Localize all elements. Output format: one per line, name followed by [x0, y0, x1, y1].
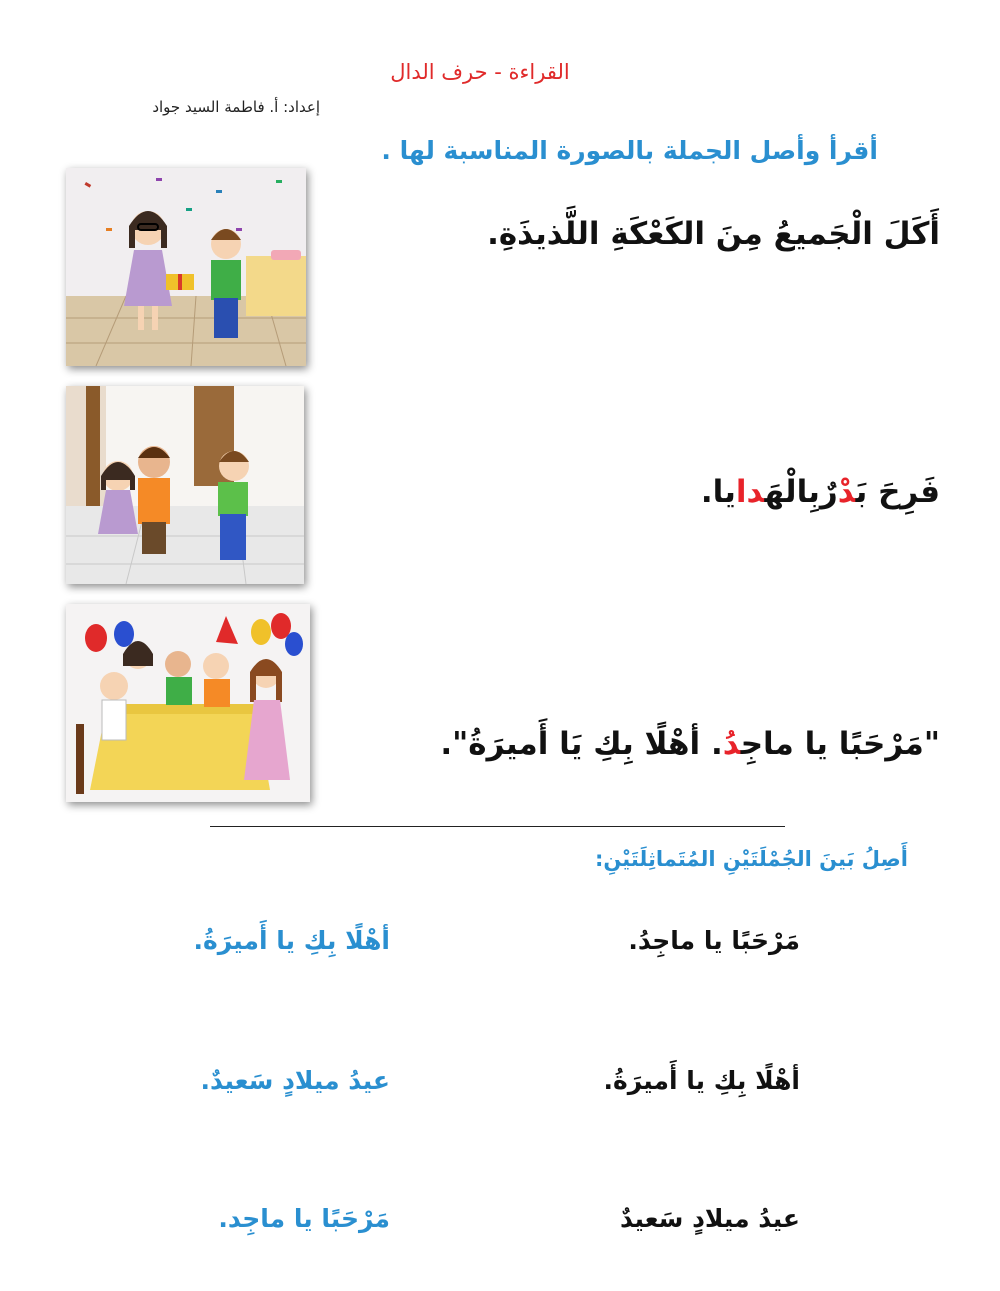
- sentence-2-part: يا.: [700, 474, 736, 510]
- section-divider: [210, 826, 785, 827]
- match-left-item-3[interactable]: مَرْحَبًا يا ماجِد.: [218, 1204, 390, 1233]
- children-greeting-illustration: [66, 386, 304, 584]
- sentence-2-highlight: دْ: [837, 474, 856, 510]
- birthday-party-image[interactable]: [66, 604, 310, 802]
- match-left-item-2[interactable]: عيدُ ميلادٍ سَعيدٌ.: [200, 1066, 390, 1095]
- match-right-item-1[interactable]: مَرْحَبًا يا ماجِدُ.: [628, 926, 800, 955]
- children-greeting-image[interactable]: [66, 386, 304, 584]
- exercise1-instruction: أقرأ وأصل الجملة بالصورة المناسبة لها .: [381, 136, 878, 165]
- sentence-3-part: . أهْلًا بِكِ يَا أَميرَةُ".: [440, 726, 723, 762]
- match-right-item-2[interactable]: أهْلًا بِكِ يا أَميرَةُ.: [603, 1066, 800, 1095]
- sentence-3-highlight: دُ: [722, 726, 741, 762]
- gift-exchange-illustration: [66, 168, 306, 366]
- sentence-1-text: أَكَلَ الْجَميعُ مِنَ الكَعْكَةِ اللَّذيذَةِ.: [487, 216, 940, 252]
- match-right-item-3[interactable]: عيدُ ميلادٍ سَعيدٌ: [620, 1204, 800, 1233]
- page-title: القراءة - حرف الدال: [390, 60, 570, 84]
- sentence-2-part: رٌ: [819, 474, 838, 510]
- sentence-1: [487, 216, 940, 252]
- sentence-2-highlight: دا: [735, 474, 765, 510]
- sentence-2-part: بِالْهَ: [764, 474, 820, 510]
- author-credit: إعداد: أ. فاطمة السيد جواد: [152, 98, 320, 116]
- sentence-2-part: فَرِحَ بَ: [855, 474, 940, 510]
- exercise2-instruction: أَصِلُ بَينَ الجُمْلَتَيْنِ المُتَماثِلَتَيْنِ:: [594, 847, 908, 871]
- sentence-2: [701, 474, 940, 510]
- sentence-3-part: "مَرْحَبًا يا ماجِ: [740, 726, 940, 762]
- gift-exchange-image[interactable]: [66, 168, 306, 366]
- match-left-item-1[interactable]: أهْلًا بِكِ يا أَميرَةُ.: [193, 926, 390, 955]
- birthday-party-illustration: [66, 604, 310, 802]
- sentence-3: [440, 726, 940, 762]
